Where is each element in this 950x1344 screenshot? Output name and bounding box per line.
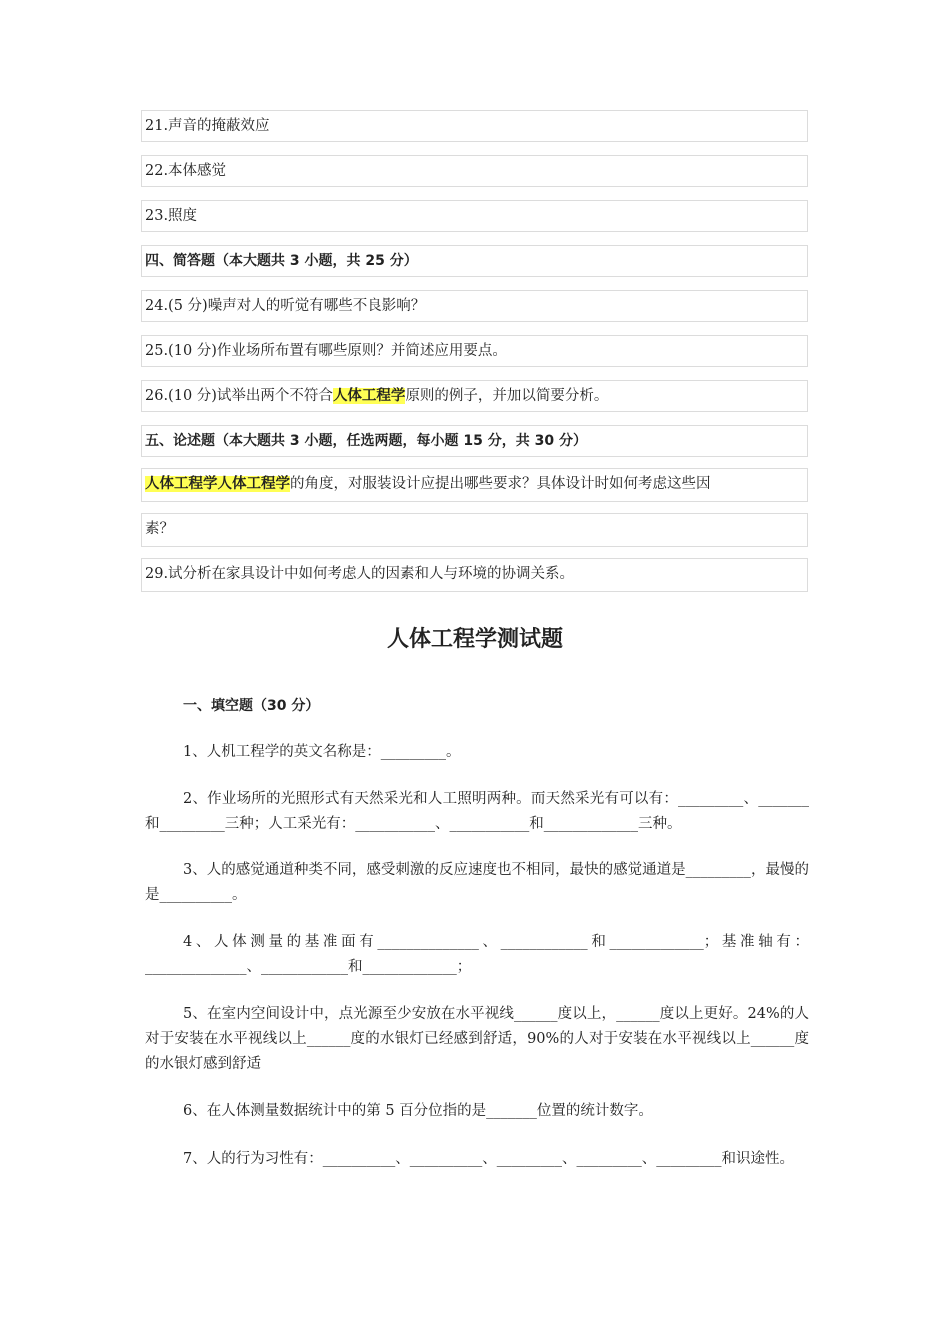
- highlighted-text: 人体工程学: [332, 388, 406, 404]
- table-row: [141, 110, 808, 142]
- row-text: 的角度，对服装设计应提出哪些要求？具体设计时如何考虑这些因: [290, 476, 711, 492]
- row-text: 23.照度: [145, 208, 198, 224]
- table-row: [141, 380, 808, 412]
- row-text: 21.声音的掩蔽效应: [145, 118, 270, 134]
- section-heading: 一、填空题（30 分）: [183, 698, 320, 714]
- section-heading: 五、论述题（本大题共 3 小题，任选两题，每小题 15 分，共 30 分）: [145, 433, 587, 449]
- row-text: 29.试分析在家具设计中如何考虑人的因素和人与环境的协调关系。: [145, 566, 575, 582]
- question-5: 5、在室内空间设计中，点光源至少安放在水平视线______度以上，______度以上更好。24%的人对于安装在水平视线以上______度的水银灯已经感到舒适，90%的人对于安装在水平视线以上______度的水银灯感到舒适: [145, 1006, 809, 1072]
- section-heading-row: [141, 245, 808, 277]
- question-2: 2、作业场所的光照形式有天然采光和人工照明两种。而天然采光有可以有：_________、_______和_________三种；人工采光有：___________、___________和_____________三种。: [145, 791, 809, 832]
- row-text: 25.(10 分)作业场所布置有哪些原则？并简述应用要点。: [145, 343, 507, 359]
- row-text: 素？: [145, 521, 174, 537]
- table-row: [141, 558, 808, 592]
- table-row: [141, 155, 808, 187]
- question-4: 4、人体测量的基准面有______________、____________和_____________；基准轴有：______________、____________和_____________；: [145, 934, 809, 975]
- page-title: 人体工程学测试题: [386, 627, 563, 652]
- question-7: 7、人的行为习性有：__________、__________、_________、_________、_________和识途性。: [183, 1151, 794, 1167]
- row-text: 26.(10 分)试举出两个不符合: [145, 388, 333, 404]
- question-1: 1、人机工程学的英文名称是：_________。: [183, 744, 461, 760]
- question-6: 6、在人体测量数据统计中的第 5 百分位指的是_______位置的统计数字。: [183, 1103, 653, 1119]
- question-3: 3、人的感觉通道种类不同，感受刺激的反应速度也不相同，最快的感觉通道是_________，最慢的是__________。: [145, 862, 809, 903]
- highlighted-text: 人体工程学人体工程学: [145, 476, 290, 492]
- table-row: [141, 468, 808, 502]
- section-heading-row: [141, 425, 808, 457]
- row-text: 原则的例子，并加以简要分析。: [405, 388, 609, 404]
- table-row: [141, 200, 808, 232]
- table-row: [141, 290, 808, 322]
- table-row: [141, 335, 808, 367]
- section-heading: 四、简答题（本大题共 3 小题，共 25 分）: [145, 253, 418, 269]
- row-text: 24.(5 分)噪声对人的听觉有哪些不良影响？: [145, 298, 426, 314]
- table-row: [141, 513, 808, 547]
- row-text: 22.本体感觉: [145, 163, 227, 179]
